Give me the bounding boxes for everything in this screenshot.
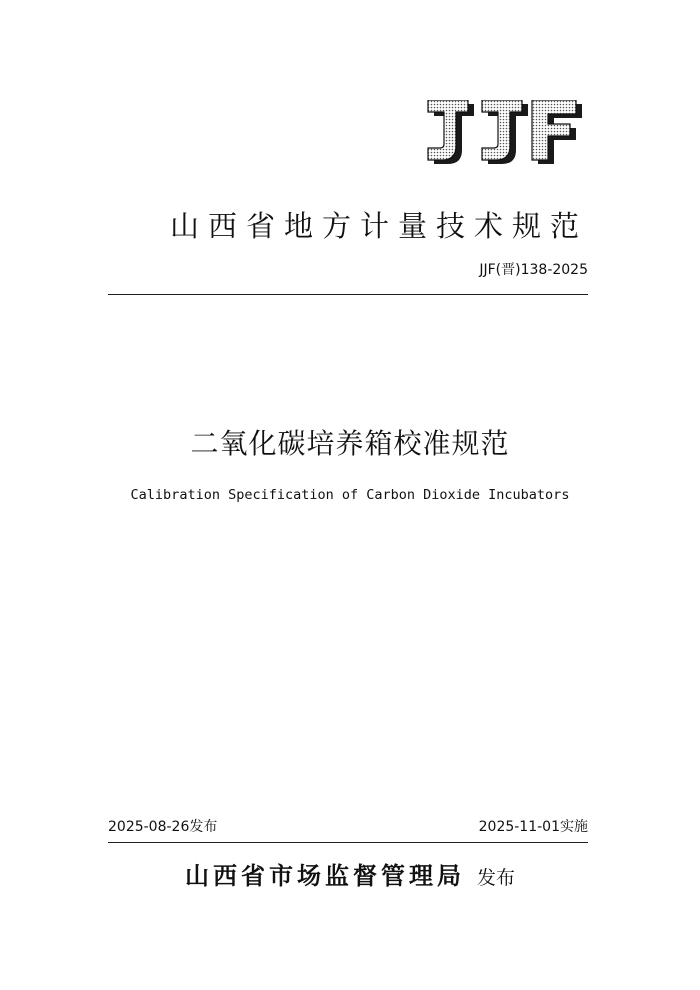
issuer-line — [0, 856, 700, 891]
issued-by-label: 发布 — [476, 867, 515, 889]
standard-type-heading: 山西省地方计量技术规范 — [169, 209, 588, 243]
document-title-chinese: 二氧化碳培养箱校准规范 — [190, 427, 510, 460]
issue-date: 2025-08-26发布 — [108, 819, 218, 835]
issuer-name: 山西省市场监督管理局 — [184, 862, 465, 890]
jjf-logo — [424, 100, 584, 166]
top-divider — [108, 294, 588, 295]
implementation-date: 2025-11-01实施 — [478, 819, 588, 835]
bottom-divider — [108, 842, 588, 843]
document-title-english: Calibration Specification of Carbon Dioxide Incubators — [130, 487, 570, 503]
standard-number: JJF(晋)138-2025 — [479, 262, 588, 278]
